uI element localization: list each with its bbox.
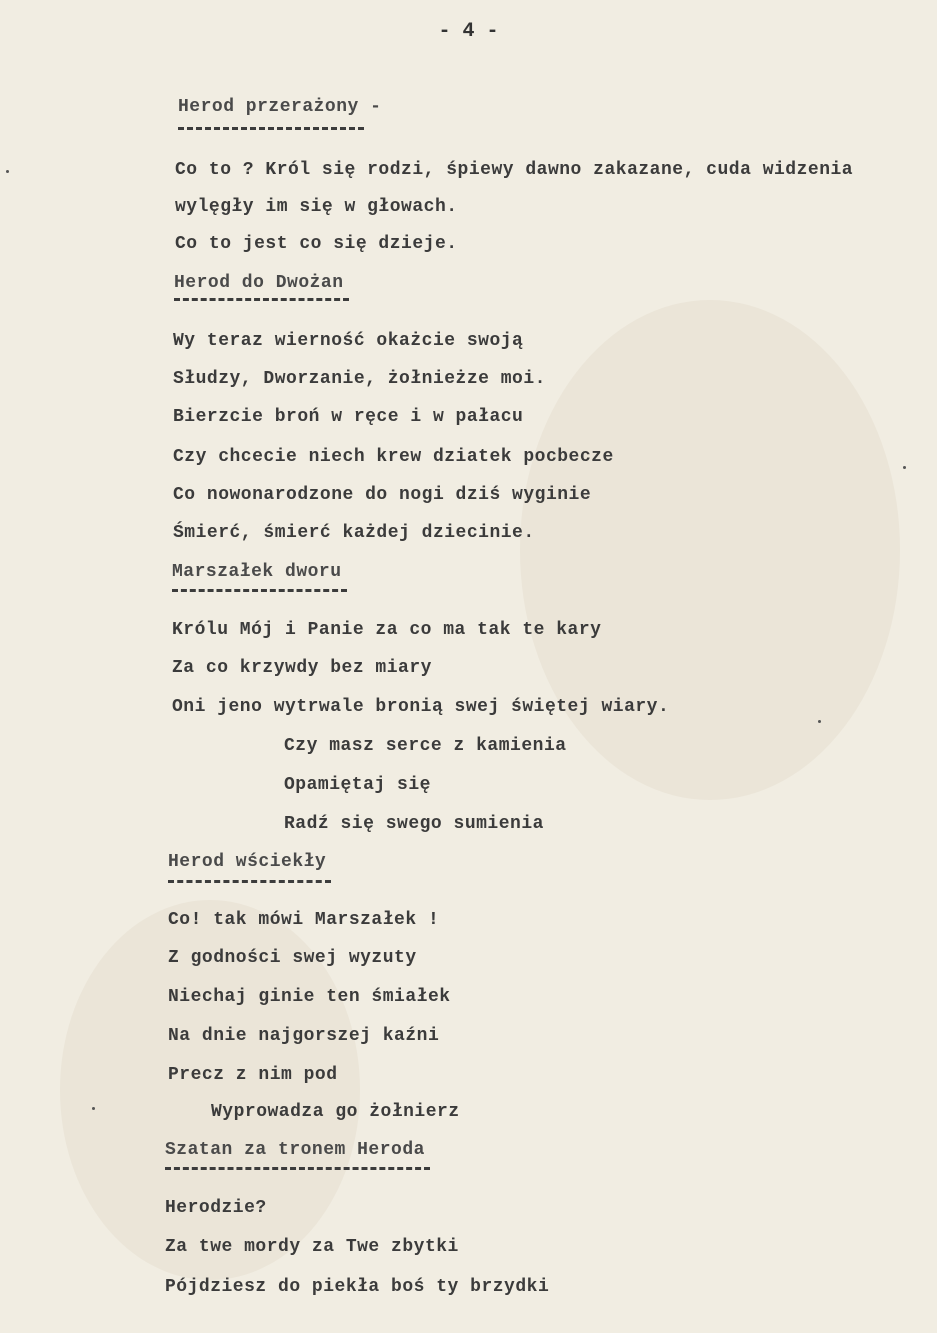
text-line: Co to ? Król się rodzi, śpiewy dawno zakazane, cuda widzenia (175, 160, 854, 180)
speaker-heading: Szatan za tronem Heroda (165, 1140, 425, 1160)
text-line: Herodzie? (165, 1198, 267, 1218)
stage-direction: Wyprowadza go żołnierz (211, 1102, 460, 1122)
text-line: Niechaj ginie ten śmiałek (168, 987, 451, 1007)
speaker-heading: Marszałek dworu (172, 562, 342, 582)
page-number: - 4 - (438, 20, 499, 43)
text-line: Królu Mój i Panie za co ma tak te kary (172, 620, 602, 640)
heading-underline (174, 298, 349, 301)
text-line: Za twe mordy za Twe zbytki (165, 1237, 459, 1257)
speaker-heading: Herod wściekły (168, 852, 327, 872)
text-line: Opamiętaj się (284, 775, 431, 795)
paper-stain (520, 300, 900, 800)
heading-underline (172, 589, 347, 592)
text-line: Na dnie najgorszej kaźni (168, 1026, 440, 1046)
paper-speck (818, 720, 821, 723)
text-line: Słudzy, Dworzanie, żołnieżze moi. (173, 369, 546, 389)
text-line: Bierzcie broń w ręce i w pałacu (173, 407, 524, 427)
text-line: Co! tak mówi Marszałek ! (168, 910, 440, 930)
text-line: Za co krzywdy bez miary (172, 658, 432, 678)
text-line: Co to jest co się dzieje. (175, 234, 458, 254)
text-line: Czy masz serce z kamienia (284, 736, 567, 756)
speaker-heading: Herod przerażony - (178, 97, 382, 117)
paper-speck (92, 1107, 95, 1110)
text-line: Precz z nim pod (168, 1065, 338, 1085)
text-line: Radź się swego sumienia (284, 814, 544, 834)
speaker-heading: Herod do Dwożan (174, 273, 344, 293)
text-line: Czy chcecie niech krew dziatek pocbecze (173, 447, 614, 467)
text-line: Pójdziesz do piekła boś ty brzydki (165, 1277, 550, 1297)
text-line: Oni jeno wytrwale bronią swej świętej wiary. (172, 697, 670, 717)
paper-speck (903, 466, 906, 469)
heading-underline (178, 127, 364, 130)
heading-underline (165, 1167, 430, 1170)
text-line: Z godności swej wyzuty (168, 948, 417, 968)
text-line: Co nowonarodzone do nogi dziś wyginie (173, 485, 592, 505)
heading-underline (168, 880, 331, 883)
text-line: Wy teraz wierność okażcie swoją (173, 331, 524, 351)
paper-speck (6, 170, 9, 173)
text-line: wylęgły im się w głowach. (175, 197, 458, 217)
text-line: Śmierć, śmierć każdej dziecinie. (173, 523, 535, 543)
